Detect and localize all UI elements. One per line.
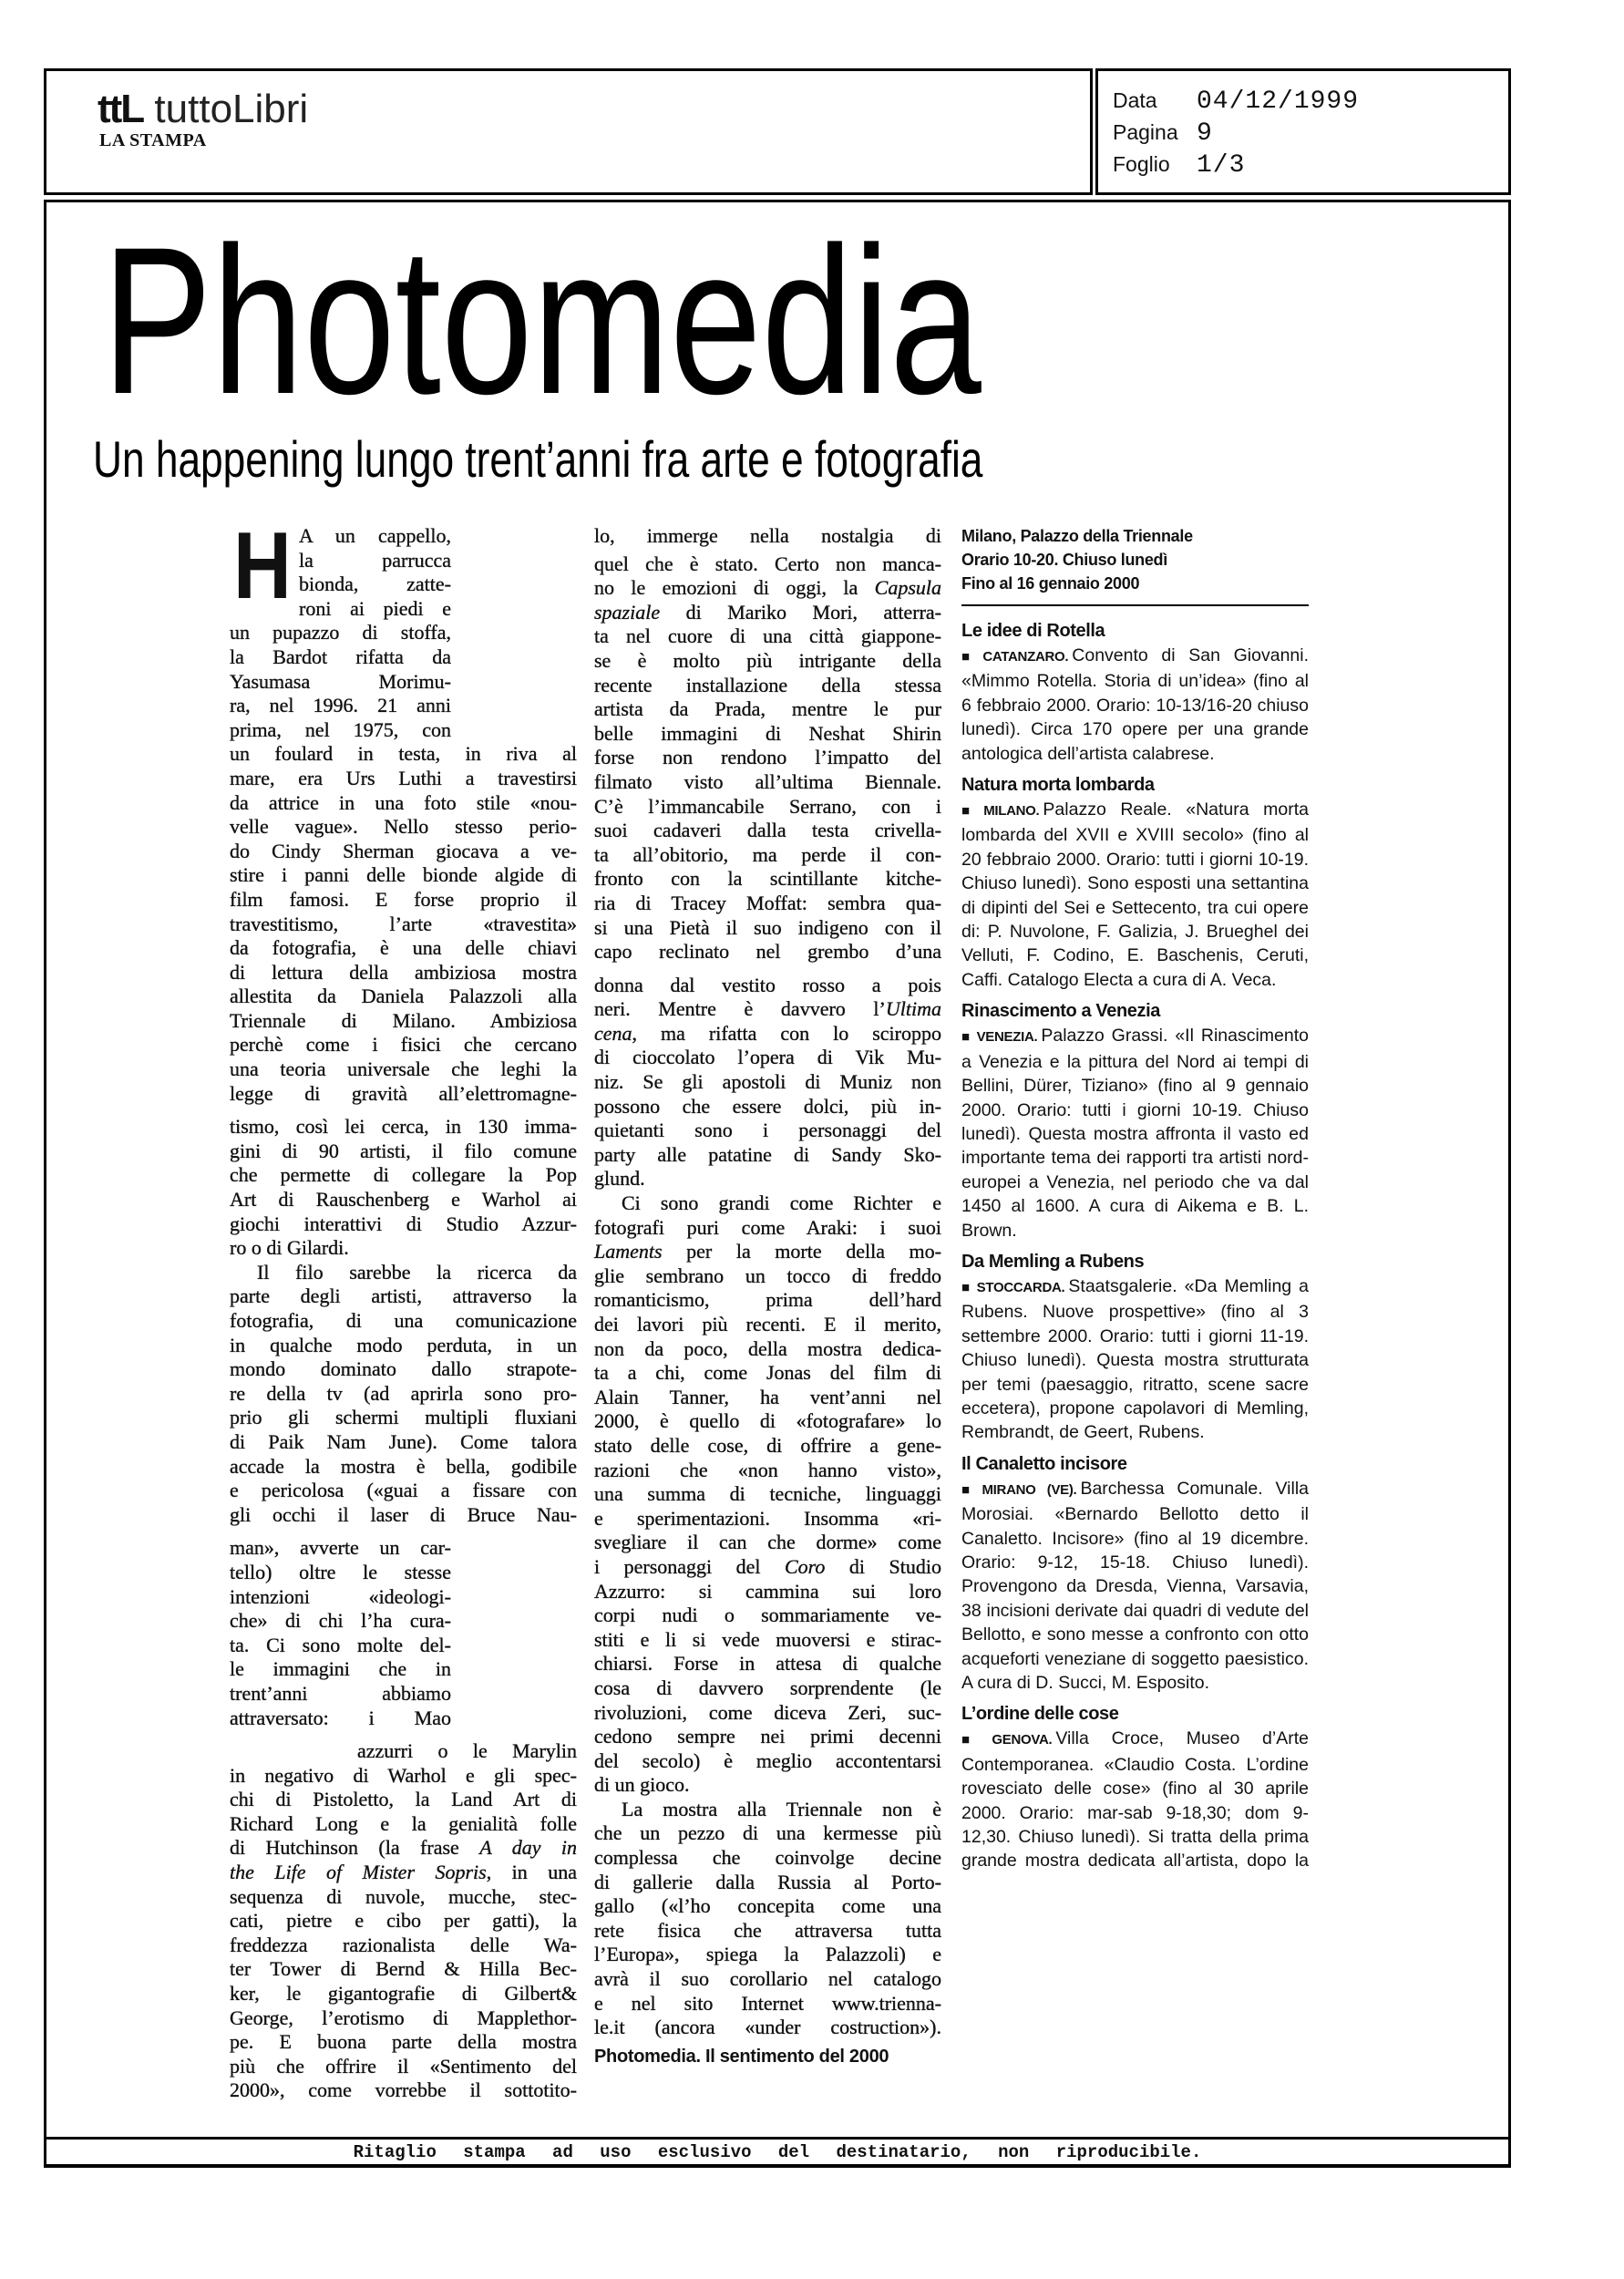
listing-text: Convento di San Giovanni. «Mimmo Rotella. Storia di un’idea» (fino al 6 febbraio 2000. Orario: 10-13/16-20 chiuso lunedì). Circa 170 opere per una grande antologica dell’artista calabrese. (961, 645, 1310, 764)
text-line: the Life of Mister Sopris, in una (230, 1861, 577, 1884)
text-line: ro o di Gilardi. (230, 1236, 349, 1260)
text-line: se è molto più intrigante della (594, 648, 941, 672)
text-line: accade la mostra è bella, godibile (230, 1454, 577, 1478)
column-segment (357, 1739, 577, 1764)
text-line: cati, pietre e cibo per gatti), la (230, 1909, 577, 1933)
text-line: cedono sempre nei primi decenni (594, 1725, 941, 1748)
column-segment (230, 1115, 577, 1527)
info-line: Milano, Palazzo della Triennale (961, 527, 1193, 545)
listing-city: GENOVA. (992, 1732, 1053, 1748)
listing-title: Rinascimento a Venezia (961, 1001, 1160, 1022)
article-subtitle: Un happening lungo trent’anni fra arte e fotografia (93, 430, 983, 488)
text-line: fotografia, di una comunicazione (230, 1309, 577, 1332)
text-line: di un gioco. (594, 1773, 690, 1797)
text-line: belle immagini di Neshat Shirin (594, 721, 941, 745)
column-segment (230, 1536, 451, 1730)
listing-text: Villa Croce, Museo d’Arte Contemporanea. «Claudio Costa. L’ordine rovesciato delle cose» (fino al 30 aprile 2000. Orario: mar-sab 9-18,30; dom 9-12,30. Chiuso lunedì). Si tratta della prima grande mostra dedicata all’artista, dopo la (961, 1728, 1309, 1872)
clipping-meta-box (1095, 68, 1511, 195)
text-line: in negativo di Warhol e gli spec- (230, 1763, 577, 1787)
text-line: di lettura della ambiziosa mostra (230, 960, 577, 984)
text-line: Art di Rauschenberg e Warhol ai (230, 1188, 577, 1212)
text-line: bionda, zatte- (299, 572, 451, 596)
meta-date (1113, 88, 1359, 116)
text-line: capo reclinato nel grembo d’una (594, 940, 941, 964)
text-line: la Bardot rifatta da (230, 645, 451, 668)
text-line: velle vague». Nello stesso perio- (230, 815, 577, 839)
drop-cap: H (233, 513, 292, 619)
square-bullet-icon: ■ (961, 1732, 988, 1748)
text-line: gallo («l’ho concepita come una (594, 1894, 941, 1918)
listing-title: Natura morta lombarda (961, 775, 1155, 796)
meta-value: 9 (1197, 119, 1213, 148)
text-line: spaziale di Mariko Mori, atterra- (594, 600, 941, 624)
text-line: stato delle cose, di offrire a gene- (594, 1433, 941, 1457)
text-line: svegliare il can che dorme» come (594, 1531, 941, 1554)
text-line: recente installazione della stessa (594, 673, 941, 696)
text-line: ker, le gigantografie di Gilbert& (230, 1982, 577, 2006)
column-segment (230, 1764, 577, 2103)
text-line: lo, immerge nella nostalgia di (594, 524, 941, 547)
text-line: intenzioni «ideologi- (230, 1584, 451, 1608)
square-bullet-icon: ■ (961, 1279, 972, 1295)
text-line: in qualche modo perduta, in un (230, 1333, 577, 1356)
text-line: mondo dominato dallo strapote- (230, 1357, 577, 1381)
text-line: Yasumasa Morimu- (230, 669, 451, 693)
text-line: i personaggi del Coro di Studio (594, 1554, 941, 1578)
listing-text: Palazzo Grassi. «Il Rinascimento a Venezia e la pittura del Nord ai tempi di Bellini, Dürer, Tiziano» (fino al 9 gennaio 2000. Orario: tutti i giorni 10-19. Chiuso lunedì). Questa mostra affronta il vasto ed importante tema dei rapporti tra artisti nord-europei a Venezia, nel periodo che va dal 1450 al 1600. A cura di Aikema e B. L. Brown. (961, 1026, 1309, 1241)
italic-title: cena (594, 1021, 632, 1045)
text-line: un pupazzo di stoffa, (230, 621, 451, 645)
tuttolibri-logo (98, 88, 308, 131)
text-line: romanticismo, prima dell’hard (594, 1288, 941, 1312)
meta-page (1113, 119, 1213, 148)
listing-city: CATANZARO. (982, 649, 1069, 665)
text-line: perchè come i fisici che cercano (230, 1033, 577, 1057)
text-line: rete fisica che attraversa tutta (594, 1918, 941, 1942)
listing-city: MILANO. (983, 803, 1040, 820)
listing-title: Da Memling a Rubens (961, 1251, 1145, 1272)
italic-title: Coro (785, 1554, 826, 1578)
text-line: donna dal vestito rosso a pois (594, 973, 941, 996)
text-line: del secolo) è meglio accontentarsi (594, 1748, 941, 1772)
text-line: attraversato: i Mao (230, 1706, 451, 1729)
italic-title: Laments (594, 1240, 663, 1263)
text-line: travestitismo, l’arte «travestita» (230, 912, 577, 935)
text-line: sequenza di nuvole, mucche, stec- (230, 1884, 577, 1908)
text-line: neri. Mentre è davvero l’Ultima (594, 997, 941, 1021)
text-line: Azzurro: si cammina sui loro (594, 1579, 941, 1603)
text-line: La mostra alla Triennale non è (622, 1797, 941, 1820)
text-line: party alle patatine di Sandy Sko- (594, 1142, 941, 1166)
text-line: mare, era Urs Luthi a travestirsi (230, 766, 577, 789)
meta-value: 1/3 (1197, 151, 1246, 180)
text-line: possono che essere dolci, più in- (594, 1094, 941, 1118)
listing-city: VENEZIA. (976, 1029, 1038, 1046)
listing-city: MIRANO (VE). (982, 1481, 1077, 1498)
text-line: ra, nel 1996. 21 anni (230, 694, 451, 717)
text-line: stiti e li si vede muoversi e stirac- (594, 1627, 941, 1651)
text-line: Richard Long e la genialità folle (230, 1811, 577, 1835)
text-line: giochi interattivi di Studio Azzur- (230, 1212, 577, 1235)
text-line: Ci sono grandi come Richter e (622, 1191, 941, 1215)
text-line: re della tv (ad aprirla sono pro- (230, 1381, 577, 1405)
footer-box (44, 2137, 1511, 2168)
text-line: cosa di davvero sorprendente (le (594, 1676, 941, 1699)
text-line: più che offrire il «Sentimento del (230, 2054, 577, 2078)
text-line: tello) oltre le stesse (230, 1560, 451, 1583)
text-line: e sperimentazioni. Insomma «ri- (594, 1506, 941, 1530)
text-line: George, l’erotismo di Mapplethor- (230, 2006, 577, 2029)
text-line: tismo, così lei cerca, in 130 imma- (230, 1115, 577, 1139)
text-line: stire i panni delle bionde algide di (230, 863, 577, 887)
text-line: ria di Tracey Moffat: sembra qua- (594, 891, 941, 914)
text-line: allestita da Daniela Palazzoli alla (230, 985, 577, 1008)
listing-text: Barchessa Comunale. Villa Morosiai. «Bernardo Bellotto detto il Canaletto. Incisore» (fino al 19 dicembre. Orario: 9-12, 15-18. Chiuso lunedì). Provengono da Dresda, Vienna, Varsavia, 38 incisioni derivate dai quadri di vedute del Bellotto, e sono messe a confronto con otto acqueforti veneziane di soggetto paesistico. A cura di D. Succi, M. Esposito. (961, 1478, 1309, 1694)
italic-title: spaziale (594, 600, 661, 624)
listing-city: STOCCARDA. (976, 1279, 1065, 1295)
text-line: una summa di tecniche, linguaggi (594, 1482, 941, 1506)
text-line: le immagini che in (230, 1657, 451, 1681)
text-line: do Cindy Sherman giocava a ve- (230, 839, 577, 862)
text-line: quel che è stato. Certo non manca- (594, 552, 941, 575)
exhibition-listing (961, 1452, 1309, 1696)
text-line: Il filo sarebbe la ricerca da (257, 1260, 577, 1284)
text-line: che» di chi l’ha cura- (230, 1609, 451, 1633)
text-line: dei lavori più recenti. E il merito, (594, 1313, 941, 1335)
info-line: Fino al 16 gennaio 2000 (961, 574, 1140, 593)
text-line: roni ai piedi e (299, 596, 451, 620)
text-line: quietanti sono i personaggi del (594, 1119, 941, 1142)
listing-title: Le idee di Rotella (961, 621, 1105, 641)
exhibition-listing (961, 773, 1309, 992)
text-line: prima, nel 1975, con (230, 717, 451, 741)
listing-text: Palazzo Reale. «Natura morta lombarda del XVII e XVIII secolo» (fino al 20 febbraio 2000. Orario: tutti i giorni 10-19. Chiuso lunedì). Sono esposti una settantina di dipinti del Sei e Settecento, tra cui opere di: P. Nuvolone, F. Galizia, J. Brueghel dei Velluti, F. Codino, E. Baschenis, Ceruti, Caffi. Catalogo Electa a cura di A. Veca. (961, 799, 1309, 990)
text-line: ta all’obitorio, ma perde il con- (594, 842, 941, 866)
exhibition-listing (961, 1702, 1309, 1872)
text-line: di Paik Nam June). Come talora (230, 1429, 577, 1453)
text-line: da fotografia, è una delle chiavi (230, 936, 577, 960)
square-bullet-icon: ■ (961, 649, 979, 665)
text-line: le.it (ancora «under costruction»). (594, 2016, 941, 2039)
text-line: legge di gravità all’elettromagne- (230, 1081, 577, 1105)
text-line: di cioccolato l’opera di Vik Mu- (594, 1046, 941, 1069)
text-line: la parrucca (299, 548, 451, 572)
text-line: che un pezzo di una kermesse più (594, 1821, 941, 1845)
meta-label: Data (1113, 88, 1157, 112)
listing-body (961, 1477, 1309, 1696)
text-line: no le emozioni di oggi, la Capsula (594, 576, 941, 600)
logo-name: tuttoLibri (154, 87, 309, 131)
text-line: da attrice in una foto stile «nou- (230, 790, 577, 814)
logo-short: ttL (98, 87, 144, 131)
text-line: filmato visto all’ultima Biennale. (594, 769, 941, 793)
text-line: Triennale di Milano. Ambiziosa (230, 1008, 577, 1032)
meta-label: Foglio (1113, 152, 1170, 176)
square-bullet-icon: ■ (961, 1481, 978, 1498)
la-stampa-logo: LA STAMPA (99, 130, 207, 150)
masthead-box (44, 68, 1093, 195)
column-segment (594, 552, 941, 964)
text-line: razioni che «non hanno visto», (594, 1458, 941, 1481)
text-line: che permette di collegare la Pop (230, 1163, 577, 1187)
text-line: non da poco, della mostra dedica- (594, 1336, 941, 1360)
column-segment (230, 513, 451, 742)
exhibition-listing (961, 1250, 1309, 1445)
listing-body (961, 1727, 1309, 1872)
listing-body (961, 644, 1309, 766)
listing-title: L’ordine delle cose (961, 1704, 1119, 1725)
text-line: cena, ma rifatta con lo sciroppo (594, 1021, 941, 1045)
text-line: Alain Tanner, ha vent’anni nel (594, 1385, 941, 1408)
listing-body (961, 1274, 1309, 1445)
text-line: forse non rendono l’impatto del (594, 746, 941, 769)
italic-title: A day in (479, 1836, 577, 1860)
text-line: niz. Se gli apostoli di Muniz non (594, 1070, 941, 1094)
text-line: 2000», come vorrebbe il sottotito- (230, 2078, 577, 2102)
text-line: parte degli artisti, attraverso la (230, 1284, 577, 1308)
text-line: azzurri o le Marylin (357, 1739, 577, 1763)
text-line: A un cappello, (299, 524, 451, 547)
text-line: ta. Ci sono molte del- (230, 1633, 451, 1656)
article-column-2 (594, 524, 941, 2069)
exhibition-listing (961, 999, 1309, 1243)
text-line: prio gli schermi multipli fluxiani (230, 1406, 577, 1429)
text-line: una teoria universale che leghi la (230, 1057, 577, 1081)
text-line: artista da Prada, mentre le pur (594, 697, 941, 721)
text-line: chi di Pistoletto, la Land Art di (230, 1788, 577, 1811)
square-bullet-icon: ■ (961, 1029, 972, 1046)
column-segment (230, 742, 577, 1106)
text-line: gli occhi il laser di Bruce Nau- (230, 1502, 577, 1526)
divider (961, 604, 1309, 606)
text-line: chiarsi. Forse in attesa di qualche (594, 1652, 941, 1676)
text-line: ta nel cuore di una città giappone- (594, 624, 941, 648)
exhibition-info (961, 524, 1309, 595)
text-line: un foulard in testa, in riva al (230, 742, 577, 766)
text-line: suoi cadaveri dalla testa crivella- (594, 819, 941, 842)
text-line: glie sembrano un tocco di freddo (594, 1263, 941, 1287)
square-bullet-icon: ■ (961, 803, 980, 820)
text-line: di gallerie dalla Russia al Porto- (594, 1870, 941, 1893)
text-line: complessa che coinvolge decine (594, 1846, 941, 1870)
italic-title: Capsula (874, 576, 941, 600)
article-title: Photomedia (102, 203, 982, 438)
listing-title: Il Canaletto incisore (961, 1453, 1127, 1474)
italic-title: the Life of Mister Sopris (230, 1861, 487, 1884)
text-line: si una Pietà il suo indigeno con il (594, 915, 941, 939)
text-line: di Hutchinson (la frase A day in (230, 1836, 577, 1860)
article-column-1 (230, 513, 577, 2103)
text-line: l’Europa», spiega la Palazzoli) e (594, 1943, 941, 1966)
text-line: man», avverte un car- (230, 1536, 451, 1560)
meta-value: 04/12/1999 (1197, 88, 1360, 116)
text-line: C’è l’immancabile Serrano, con i (594, 794, 941, 818)
text-line: fronto con la scintillante kitche- (594, 867, 941, 891)
text-line: Laments per la morte della mo- (594, 1240, 941, 1263)
text-line: e nel sito Internet www.trienna- (594, 1991, 941, 2015)
exhibitions-sidebar (961, 524, 1309, 1881)
text-line: freddezza razionalista delle Wa- (230, 1933, 577, 1956)
exhibition-listing (961, 619, 1309, 766)
text-line: gini di 90 artisti, il filo comune (230, 1139, 577, 1162)
italic-title: Ultima (885, 997, 941, 1021)
info-line: Orario 10-20. Chiuso lunedì (961, 551, 1167, 569)
text-line: corpi nudi o sommariamente ve- (594, 1604, 941, 1627)
copyright-notice: Ritaglio stampa ad uso esclusivo del destinatario, non riproducibile. (353, 2142, 1202, 2162)
text-line: trent’anni abbiamo (230, 1681, 451, 1705)
text-line: avrà il suo corollario nel catalogo (594, 1967, 941, 1991)
text-line: glund. (594, 1167, 645, 1191)
text-line: film famosi. E forse proprio il (230, 887, 577, 911)
text-line: ter Tower di Bernd & Hilla Bec- (230, 1957, 577, 1981)
text-line: pe. E buona parte della mostra (230, 2030, 577, 2054)
meta-label: Pagina (1113, 120, 1178, 144)
text-line: 2000, è quello di «fotografare» lo (594, 1409, 941, 1433)
listing-body (961, 1024, 1309, 1243)
listing-text: Staatsgalerie. «Da Memling a Rubens. Nuove prospettive» (fino al 3 settembre 2000. Orario: tutti i giorni 11-19. Chiuso lunedì). Questa mostra strutturata per temi (paesaggio, ritratto, scene sacre eccetera), propone capolavori di Memling, Rembrandt, de Geert, Rubens. (961, 1275, 1310, 1443)
column-segment (594, 524, 941, 549)
listing-body (961, 798, 1309, 992)
meta-sheet (1113, 151, 1245, 180)
column-segment (594, 974, 941, 2040)
text-line: fotografi puri come Araki: i suoi (594, 1215, 941, 1239)
text-line: rivoluzioni, come diceva Zeri, suc- (594, 1700, 941, 1724)
text-line: ta a chi, come Jonas del film di (594, 1361, 941, 1385)
text-line: e pericolosa («guai a fissare con (230, 1479, 577, 1502)
article-signoff: Photomedia. Il sentimento del 2000 (594, 2046, 889, 2067)
